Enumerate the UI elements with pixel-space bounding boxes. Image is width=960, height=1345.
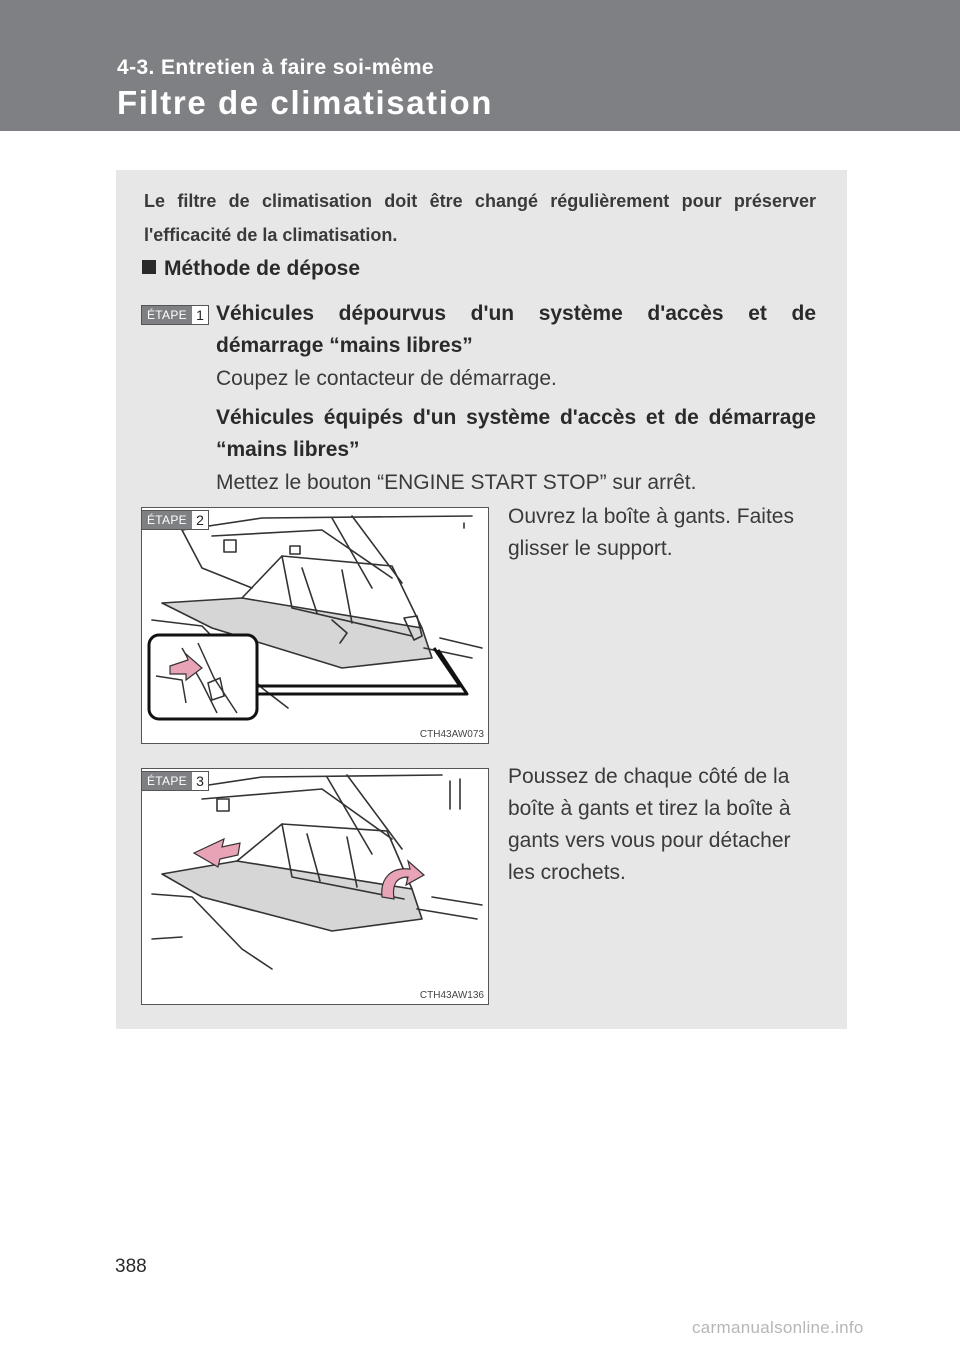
step-badge-1	[141, 305, 209, 325]
intro-text: Le filtre de climatisation doit être changé régulièrement pour préserver l'efficacité de la climatisation.	[144, 191, 816, 245]
step-word: ÉTAPE	[142, 511, 192, 529]
condition-label: Véhicules équipés d'un système d'accès et de démarrage “mains libres”	[216, 406, 816, 461]
watermark: carmanualsonline.info	[692, 1318, 864, 1337]
step-word: ÉTAPE	[142, 306, 192, 324]
step-2-text: Ouvrez la boîte à gants. Faites glisser le support.	[508, 505, 794, 560]
figure-step-2	[141, 507, 489, 744]
figure-step-3	[141, 768, 489, 1005]
glove-box-open-illustration	[142, 508, 488, 743]
section-label: 4-3. Entretien à faire soi-même	[117, 56, 435, 79]
step-word: ÉTAPE	[142, 772, 192, 790]
subheading	[142, 257, 360, 281]
step-1-condition-b	[216, 402, 816, 499]
square-bullet-icon	[142, 260, 156, 274]
step-badge-2	[141, 510, 209, 530]
step-3-text: Poussez de chaque côté de la boîte à gants et tirez la boîte à gants vers vous pour détacher les crochets.	[508, 765, 791, 884]
figure-code: CTH43AW136	[419, 990, 484, 1001]
figure-code: CTH43AW073	[419, 729, 484, 740]
condition-instruction: Coupez le contacteur de démarrage.	[216, 367, 557, 390]
condition-label: Véhicules dépourvus d'un système d'accès et de démarrage “mains libres”	[216, 302, 816, 357]
step-badge-3	[141, 771, 209, 791]
condition-instruction: Mettez le bouton “ENGINE START STOP” sur arrêt.	[216, 471, 697, 494]
step-number: 2	[196, 512, 204, 528]
step-1-condition-a	[216, 298, 816, 395]
subheading-text: Méthode de dépose	[164, 257, 361, 280]
step-number: 1	[196, 307, 204, 323]
glove-box-remove-illustration	[142, 769, 488, 1004]
page-title: Filtre de climatisation	[117, 84, 494, 121]
page-number: 388	[115, 1256, 147, 1277]
step-number: 3	[196, 773, 204, 789]
